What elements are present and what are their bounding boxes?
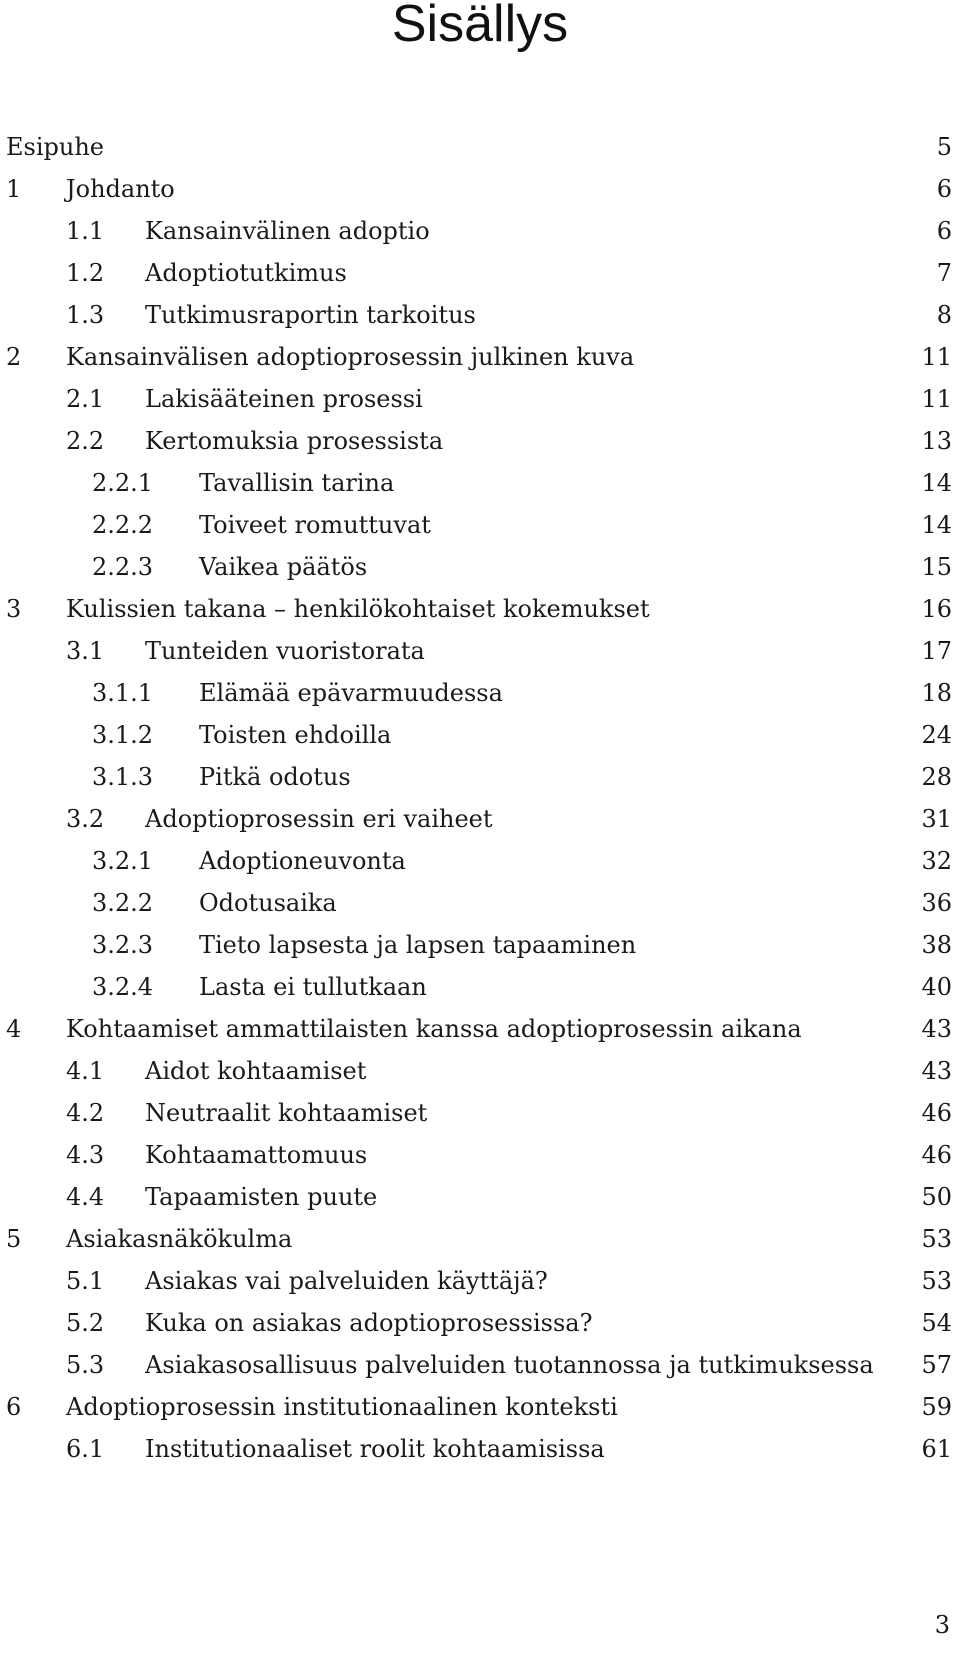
page-title: Sisällys bbox=[391, 0, 569, 53]
toc-entry-number: 4.2 bbox=[66, 1099, 105, 1127]
toc-entry-label: Odotusaika bbox=[199, 889, 337, 917]
toc-entry-label: Lasta ei tullutkaan bbox=[199, 973, 427, 1001]
toc-entry[interactable] bbox=[0, 630, 960, 672]
toc-entry-label: Johdanto bbox=[66, 175, 175, 203]
toc-entry-page: 15 bbox=[921, 553, 952, 581]
toc-entry-label: Asiakasosallisuus palveluiden tuotannossa ja tutkimuksessa bbox=[145, 1351, 874, 1379]
toc-entry[interactable] bbox=[0, 126, 960, 168]
toc-entry[interactable] bbox=[0, 714, 960, 756]
toc-entry-page: 28 bbox=[921, 763, 952, 791]
toc-entry-label: Kuka on asiakas adoptioprosessissa? bbox=[145, 1309, 593, 1337]
toc-entry[interactable] bbox=[0, 1050, 960, 1092]
toc-entry-label: Lakisääteinen prosessi bbox=[145, 385, 423, 413]
toc-entry-number: 2.1 bbox=[66, 385, 105, 413]
toc-entry-number: 2.2 bbox=[66, 427, 105, 455]
toc-entry-page: 11 bbox=[921, 343, 952, 371]
toc-entry-page: 38 bbox=[921, 931, 952, 959]
toc-entry-label: Adoptiotutkimus bbox=[145, 259, 347, 287]
toc-entry[interactable] bbox=[0, 504, 960, 546]
toc-entry-number: 3 bbox=[6, 595, 22, 623]
toc-entry-label: Tavallisin tarina bbox=[199, 469, 395, 497]
toc-entry[interactable] bbox=[0, 210, 960, 252]
toc-entry-number: 3.1 bbox=[66, 637, 105, 665]
toc-entry-page: 5 bbox=[936, 133, 952, 161]
toc-entry[interactable] bbox=[0, 588, 960, 630]
toc-entry-label: Kohtaamattomuus bbox=[145, 1141, 368, 1169]
toc-entry-page: 46 bbox=[921, 1141, 952, 1169]
toc-entry-page: 36 bbox=[921, 889, 952, 917]
toc-entry-label: Pitkä odotus bbox=[199, 763, 351, 791]
toc-entry[interactable] bbox=[0, 168, 960, 210]
toc-entry-page: 40 bbox=[921, 973, 952, 1001]
toc-entry-page: 50 bbox=[921, 1183, 952, 1211]
toc-entry-page: 43 bbox=[921, 1057, 952, 1085]
toc-entry-page: 31 bbox=[921, 805, 952, 833]
toc-entry-page: 32 bbox=[921, 847, 952, 875]
toc-entry[interactable] bbox=[0, 546, 960, 588]
toc-entry-number: 3.2.4 bbox=[92, 973, 154, 1001]
toc-entry[interactable] bbox=[0, 378, 960, 420]
toc-entry[interactable] bbox=[0, 1344, 960, 1386]
toc-entry-number: 3.1.3 bbox=[92, 763, 154, 791]
toc-entry-page: 14 bbox=[921, 511, 952, 539]
toc-entry[interactable] bbox=[0, 1176, 960, 1218]
toc-entry-label: Tieto lapsesta ja lapsen tapaaminen bbox=[199, 931, 637, 959]
toc-entry-page: 54 bbox=[921, 1309, 952, 1337]
toc-entry[interactable] bbox=[0, 756, 960, 798]
toc-entry-number: 5.2 bbox=[66, 1309, 105, 1337]
toc-entry-page: 11 bbox=[921, 385, 952, 413]
toc-entry-label: Toiveet romuttuvat bbox=[199, 511, 431, 539]
toc-entry[interactable] bbox=[0, 420, 960, 462]
toc-entry[interactable] bbox=[0, 672, 960, 714]
toc-entry-page: 46 bbox=[921, 1099, 952, 1127]
toc-entry-number: 4.1 bbox=[66, 1057, 105, 1085]
toc-entry[interactable] bbox=[0, 462, 960, 504]
toc-entry-label: Tunteiden vuoristorata bbox=[145, 637, 425, 665]
toc-entry[interactable] bbox=[0, 1092, 960, 1134]
toc-entry-label: Tapaamisten puute bbox=[145, 1183, 378, 1211]
toc-entry-number: 1.3 bbox=[66, 301, 105, 329]
toc-entry-page: 13 bbox=[921, 427, 952, 455]
toc-entry-page: 61 bbox=[921, 1435, 952, 1463]
toc-entry-number: 2.2.2 bbox=[92, 511, 154, 539]
toc-entry-label: Esipuhe bbox=[6, 133, 104, 161]
toc-entry[interactable] bbox=[0, 1260, 960, 1302]
page-number: 3 bbox=[934, 1611, 950, 1639]
toc-entry-label: Tutkimusraportin tarkoitus bbox=[145, 301, 476, 329]
toc-entry-label: Kertomuksia prosessista bbox=[145, 427, 444, 455]
toc-entry-number: 1.2 bbox=[66, 259, 105, 287]
toc-entry-label: Adoptioneuvonta bbox=[199, 847, 406, 875]
toc-entry-page: 43 bbox=[921, 1015, 952, 1043]
toc-entry-number: 5.1 bbox=[66, 1267, 105, 1295]
toc-entry[interactable] bbox=[0, 924, 960, 966]
toc-entry-number: 2.2.1 bbox=[92, 469, 154, 497]
toc-entry-label: Asiakasnäkökulma bbox=[66, 1225, 293, 1253]
toc-entry-number: 3.1.2 bbox=[92, 721, 154, 749]
toc-entry-label: Elämää epävarmuudessa bbox=[199, 679, 503, 707]
toc-entry[interactable] bbox=[0, 1134, 960, 1176]
toc-entry-label: Asiakas vai palveluiden käyttäjä? bbox=[145, 1267, 548, 1295]
toc-entry-page: 24 bbox=[921, 721, 952, 749]
toc-entry-number: 3.2.3 bbox=[92, 931, 154, 959]
toc-entry[interactable] bbox=[0, 966, 960, 1008]
toc-entry[interactable] bbox=[0, 840, 960, 882]
toc-entry-page: 6 bbox=[936, 175, 952, 203]
toc-entry-number: 1.1 bbox=[66, 217, 105, 245]
toc-entry-page: 14 bbox=[921, 469, 952, 497]
toc-entry[interactable] bbox=[0, 1008, 960, 1050]
toc-entry-number: 1 bbox=[6, 175, 22, 203]
toc-entry-page: 17 bbox=[921, 637, 952, 665]
toc-entry-number: 5.3 bbox=[66, 1351, 105, 1379]
toc-entry-page: 53 bbox=[921, 1267, 952, 1295]
toc-entry[interactable] bbox=[0, 798, 960, 840]
toc-entry[interactable] bbox=[0, 1386, 960, 1428]
toc-entry-page: 18 bbox=[921, 679, 952, 707]
toc-entry-number: 3.2.2 bbox=[92, 889, 154, 917]
toc-entry[interactable] bbox=[0, 1428, 960, 1470]
toc-entry-label: Aidot kohtaamiset bbox=[145, 1057, 367, 1085]
toc-entry-number: 4.3 bbox=[66, 1141, 105, 1169]
toc-entry[interactable] bbox=[0, 294, 960, 336]
toc-entry-label: Kulissien takana – henkilökohtaiset kokemukset bbox=[66, 595, 650, 623]
toc-entry-number: 6 bbox=[6, 1393, 22, 1421]
toc-entry-page: 16 bbox=[921, 595, 952, 623]
toc-entry-page: 57 bbox=[921, 1351, 952, 1379]
toc-entry-number: 4.4 bbox=[66, 1183, 105, 1211]
toc-entry-page: 59 bbox=[921, 1393, 952, 1421]
table-of-contents bbox=[0, 126, 960, 1470]
toc-entry-page: 53 bbox=[921, 1225, 952, 1253]
toc-entry-label: Adoptioprosessin institutionaalinen konteksti bbox=[66, 1393, 618, 1421]
toc-entry-label: Neutraalit kohtaamiset bbox=[145, 1099, 428, 1127]
toc-entry[interactable] bbox=[0, 1218, 960, 1260]
toc-entry-label: Kohtaamiset ammattilaisten kanssa adoptioprosessin aikana bbox=[66, 1015, 802, 1043]
toc-entry-label: Adoptioprosessin eri vaiheet bbox=[145, 805, 493, 833]
toc-entry-number: 4 bbox=[6, 1015, 22, 1043]
toc-entry-label: Kansainvälisen adoptioprosessin julkinen kuva bbox=[66, 343, 635, 371]
toc-entry[interactable] bbox=[0, 336, 960, 378]
toc-entry[interactable] bbox=[0, 882, 960, 924]
toc-entry-number: 2.2.3 bbox=[92, 553, 154, 581]
toc-entry-number: 6.1 bbox=[66, 1435, 105, 1463]
toc-entry-page: 7 bbox=[936, 259, 952, 287]
toc-entry-number: 2 bbox=[6, 343, 22, 371]
toc-entry-number: 3.2.1 bbox=[92, 847, 154, 875]
toc-entry-number: 3.1.1 bbox=[92, 679, 154, 707]
toc-entry[interactable] bbox=[0, 1302, 960, 1344]
toc-entry-label: Kansainvälinen adoptio bbox=[145, 217, 430, 245]
toc-entry-label: Toisten ehdoilla bbox=[199, 721, 392, 749]
toc-entry[interactable] bbox=[0, 252, 960, 294]
toc-entry-number: 3.2 bbox=[66, 805, 105, 833]
toc-entry-page: 6 bbox=[936, 217, 952, 245]
toc-entry-label: Vaikea päätös bbox=[199, 553, 368, 581]
toc-entry-page: 8 bbox=[936, 301, 952, 329]
toc-entry-number: 5 bbox=[6, 1225, 22, 1253]
toc-entry-label: Institutionaaliset roolit kohtaamisissa bbox=[145, 1435, 605, 1463]
